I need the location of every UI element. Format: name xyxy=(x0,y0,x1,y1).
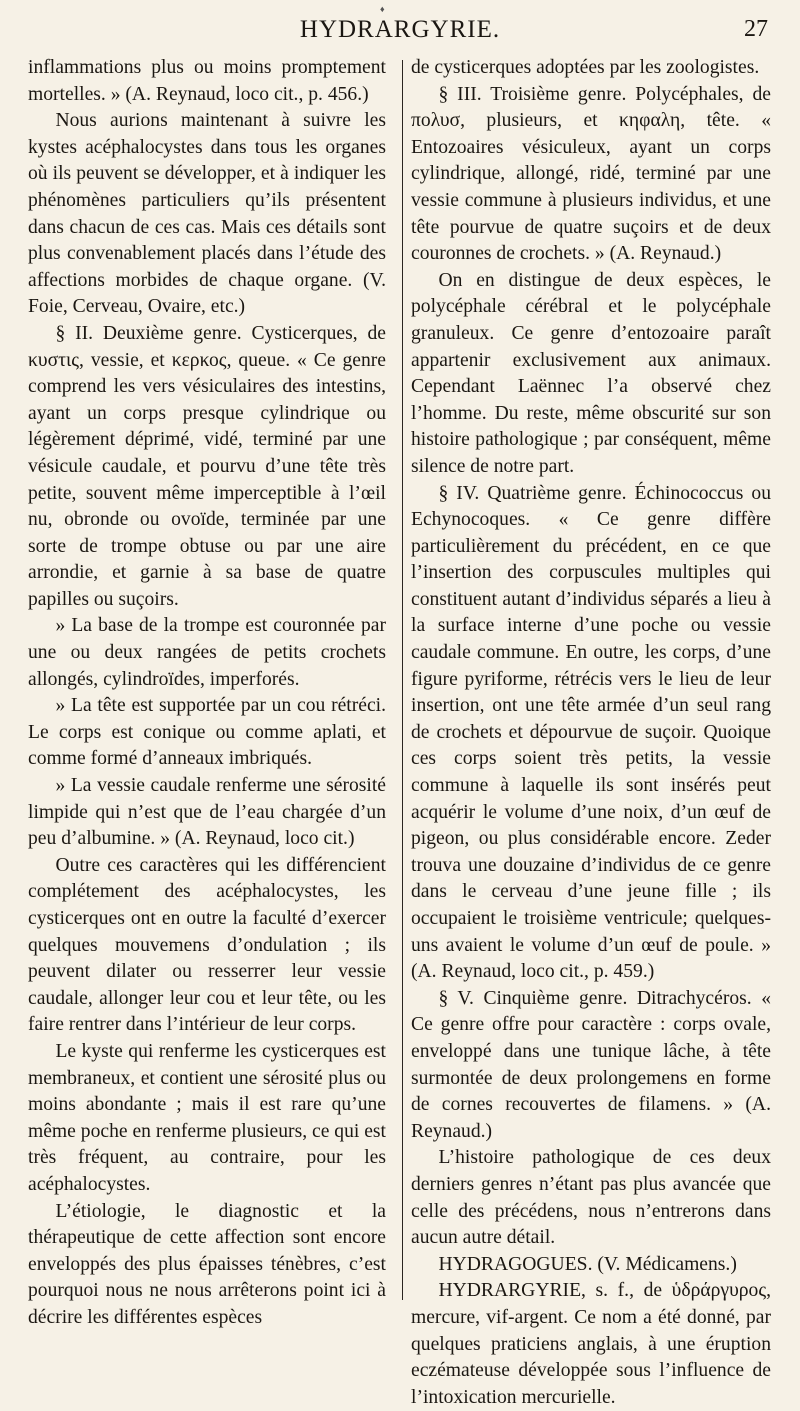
entry-hydrargyrie: HYDRARGYRIE, s. f., de ὑδράργυρος, mercure, vif-argent. Ce nom a été donné, par quelques praticiens anglais, à une éruption eczémateuse développée sous l’influence de l’intoxication mercurielle. xyxy=(411,1280,771,1408)
left-column xyxy=(28,55,386,1332)
paragraph: § IV. Quatrième genre. Échinococcus ou Echynocoques. « Ce genre diffère particulièrement du précédent, en ce que l’insertion des corpuscules multiples qui constituent autant d’individus séparés a lieu à la surface interne d’une poche ou vessie caudale commune. En outre, les corps, d’une figure pyriforme, rétrécis vers le lieu de leur insertion, ont une tête armée d’un seul rang de crochets et dépourvue de suçoir. Quoique ces corps soient très petits, la vessie commune à laquelle ils sont insérés peut acquérir le volume d’une noix, d’un œuf de pigeon, ou plus considérable encore. Zeder trouva une douzaine d’individus de ce genre dans le cerveau d’une jeune fille ; ils occupaient le troisième ventricule; quelques-uns avaient le volume d’un œuf de poule. » (A. Reynaud, loco cit., p. 459.) xyxy=(411,482,771,983)
entry-hydragogues: HYDRAGOGUES. (V. Médicamens.) xyxy=(438,1253,737,1275)
page-number: 27 xyxy=(744,16,768,42)
paragraph: On en distingue de deux espèces, le polycéphale cérébral et le polycéphale granuleux. Ce genre d’entozoaire paraît appartenir exclusivement aux animaux. Cependant Laënnec l’a observé chez l’homme. Du reste, même obscurité sur son histoire pathologique ; par conséquent, même silence de notre part. xyxy=(411,269,771,477)
page-header xyxy=(0,4,800,50)
paragraph: L’histoire pathologique de ces deux derniers genres n’étant pas plus avancée que celle des précédens, nous n’entrerons dans aucun autre détail. xyxy=(411,1147,771,1249)
ornament: ♦ xyxy=(380,4,385,14)
paragraph: de cysticerques adoptées par les zoologistes. xyxy=(411,57,760,78)
running-title: HYDRARGYRIE. xyxy=(299,16,501,43)
paragraph: § V. Cinquième genre. Ditrachycéros. « Ce genre offre pour caractère : corps ovale, enveloppé dans une tunique lâche, à tête surmontée de deux prolongemens en forme de cornes recouvertes de filamens. » (A. Reynaud.) xyxy=(411,987,771,1142)
paragraph: § II. Deuxième genre. Cysticerques, de κυστις, vessie, et κερκος, queue. « Ce genre comprend les vers vésiculaires des intestins, ayant un corps presque cylindrique ou légèrement déprimé, vidé, terminé par une vésicule caudale, et pourvu d’une tête très petite, souvent même imperceptible à l’œil nu, obronde ou ovoïde, terminée par une sorte de trompe obtuse ou par une aire arrondie, et garnie à sa base de quatre papilles ou suçoirs. xyxy=(28,322,386,610)
paragraph: Outre ces caractères qui les différencient complétement des acéphalocystes, les cysticerques ont en outre la faculté d’exercer quelques mouvemens d’ondulation ; ils peuvent dilater ou resserrer leur vessie caudale, allonger leur cou et leur tête, ou les faire rentrer dans l’intérieur de leur corps. xyxy=(28,854,386,1036)
paragraph: L’étiologie, le diagnostic et la thérapeutique de cette affection sont encore enveloppés des plus épaisses ténèbres, c’est pourquoi nous ne nous arrêterons point ici à décrire les différentes espèces xyxy=(28,1200,386,1328)
right-column xyxy=(411,55,771,1411)
paragraph: Le kyste qui renferme les cysticerques est membraneux, et contient une sérosité plus ou moins abondante ; mais il est rare qu’une même poche en renferme plusieurs, ce qui est très fréquent, au contraire, pour les acéphalocystes. xyxy=(28,1040,386,1195)
paragraph: inflammations plus ou moins promptement mortelles. » (A. Reynaud, loco cit., p. 456.) xyxy=(28,57,386,105)
paragraph: Nous aurions maintenant à suivre les kystes acéphalocystes dans tous les organes où ils peuvent se développer, et à indiquer les phénomènes particuliers qu’ils présentent dans chacun de ces cas. Mais ces détails sont plus convenablement placés dans l’étude des affections morbides de chaque organe. (V. Foie, Cerveau, Ovaire, etc.) xyxy=(28,110,386,318)
paragraph: » La vessie caudale renferme une sérosité limpide qui n’est que de l’eau chargée d’un peu d’albumine. » (A. Reynaud, loco cit.) xyxy=(28,775,386,850)
column-divider xyxy=(402,60,403,1300)
paragraph: » La base de la trompe est couronnée par une ou deux rangées de petits crochets allongés, cylindroïdes, imperforés. xyxy=(28,615,386,690)
paragraph: § III. Troisième genre. Polycéphales, de πολυσ, plusieurs, et κηφαλη, tête. « Entozoaires vésiculeux, ayant un corps cylindrique, allongé, ridé, terminé par une vessie commune à plusieurs individus, et une tête pourvue de quatre suçoirs et de deux couronnes de crochets. » (A. Reynaud.) xyxy=(411,83,771,265)
paragraph: » La tête est supportée par un cou rétréci. Le corps est conique ou comme aplati, et comme formé d’anneaux imbriqués. xyxy=(28,695,386,770)
